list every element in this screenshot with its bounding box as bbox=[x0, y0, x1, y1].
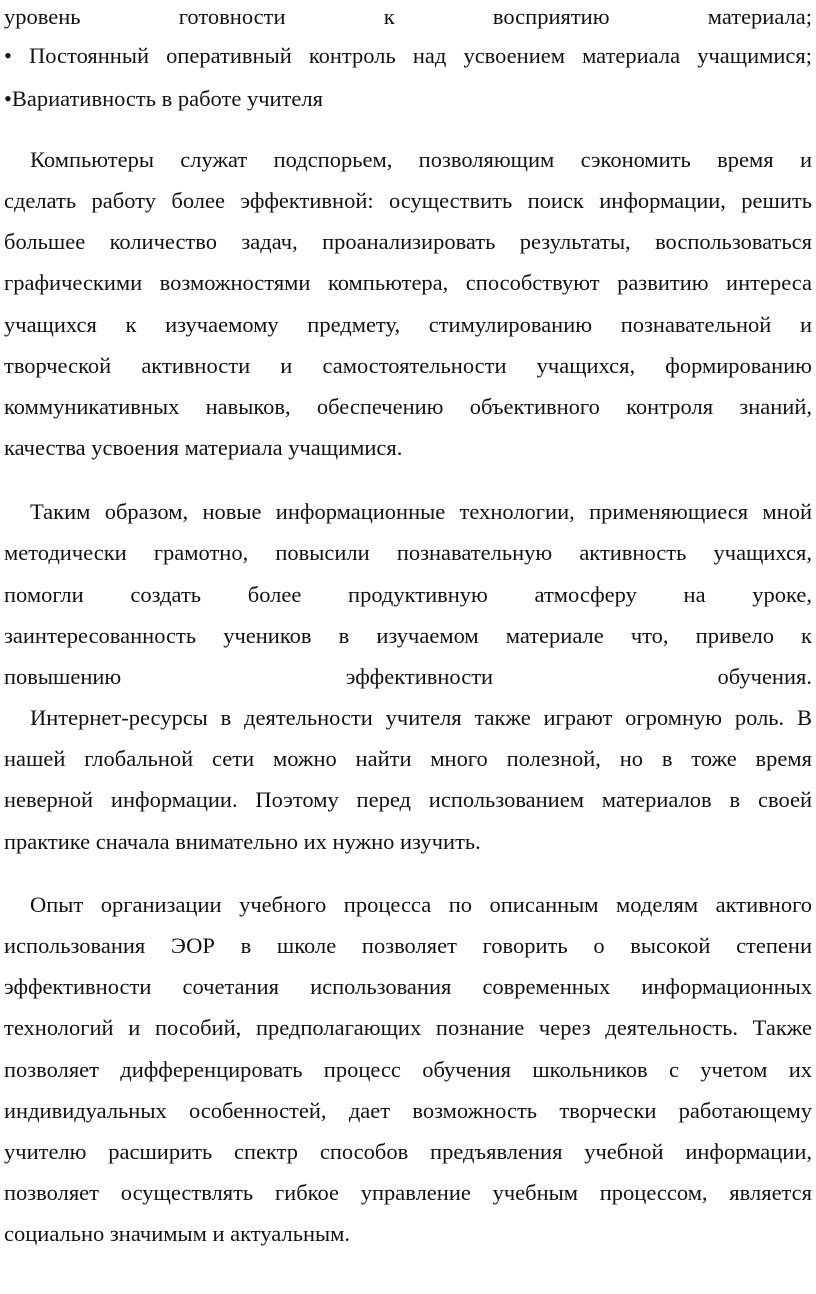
text-line: большее количество задач, проанализировать результаты, воспользоваться bbox=[4, 229, 812, 254]
text-line: коммуникативных навыков, обеспечению объективного контроля знаний, bbox=[4, 394, 812, 419]
text-line: практике сначала внимательно их нужно изучить. bbox=[4, 829, 481, 854]
text-line: эффективности сочетания использования современных информационных bbox=[4, 974, 812, 999]
text-line: качества усвоения материала учащимися. bbox=[4, 435, 403, 460]
bullet-item: •Вариативность в работе учителя bbox=[4, 86, 323, 111]
text-line: технологий и пособий, предполагающих познание через деятельность. Также bbox=[4, 1015, 812, 1040]
text-line: творческой активности и самостоятельности учащихся, формированию bbox=[4, 353, 812, 378]
text-line: учителю расширить спектр способов предъявления учебной информации, bbox=[4, 1139, 812, 1164]
text-line: использования ЭОР в школе позволяет говорить о высокой степени bbox=[4, 933, 812, 958]
paragraph-first-line: Опыт организации учебного процесса по описанным моделям активного bbox=[30, 892, 812, 917]
text-line: заинтересованность учеников в изучаемом материале что, привело к bbox=[4, 623, 812, 648]
text-line: графическими возможностями компьютера, способствуют развитию интереса bbox=[4, 270, 812, 295]
text-line: методически грамотно, повысили познавательную активность учащихся, bbox=[4, 540, 812, 565]
text-line: нашей глобальной сети можно найти много полезной, но в тоже время bbox=[4, 746, 812, 771]
text-line: позволяет осуществлять гибкое управление учебным процессом, является bbox=[4, 1180, 812, 1205]
text-line: неверной информации. Поэтому перед использованием материалов в своей bbox=[4, 787, 812, 812]
text-line: помогли создать более продуктивную атмосферу на уроке, bbox=[4, 582, 812, 607]
paragraph-first-line: Интернет-ресурсы в деятельности учителя также играют огромную роль. В bbox=[30, 705, 812, 730]
text-line: сделать работу более эффективной: осуществить поиск информации, решить bbox=[4, 188, 812, 213]
paragraph-first-line: Компьютеры служат подспорьем, позволяющим сэкономить время и bbox=[30, 147, 812, 172]
text-line: уровень готовности к восприятию материала; bbox=[4, 4, 812, 29]
paragraph-first-line: Таким образом, новые информационные технологии, применяющиеся мной bbox=[30, 499, 812, 524]
text-line: позволяет дифференцировать процесс обучения школьников с учетом их bbox=[4, 1057, 812, 1082]
text-line: социально значимым и актуальным. bbox=[4, 1221, 350, 1246]
text-line: индивидуальных особенностей, дает возможность творчески работающему bbox=[4, 1098, 812, 1123]
bullet-item: • Постоянный оперативный контроль над усвоением материала учащимися; bbox=[4, 43, 812, 68]
text-line: повышению эффективности обучения. bbox=[4, 664, 812, 689]
text-line: учащихся к изучаемому предмету, стимулированию познавательной и bbox=[4, 312, 812, 337]
